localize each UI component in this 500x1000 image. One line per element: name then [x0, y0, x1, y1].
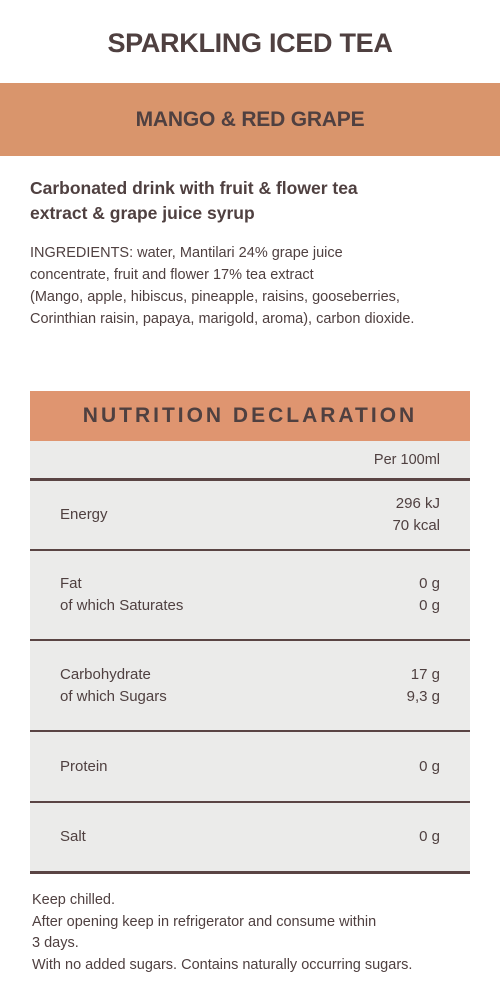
nutrient-value: 0 g	[419, 828, 440, 845]
description-line: extract & grape juice syrup	[30, 203, 255, 223]
nutrient-sublabel: of which Saturates	[60, 597, 184, 614]
ingredients-text	[30, 242, 480, 330]
footer-line: 3 days.	[32, 935, 79, 951]
footer-line: After opening keep in refrigerator and consume within	[32, 913, 377, 930]
nutrition-header	[30, 391, 470, 441]
per-serving-label: Per 100ml	[373, 451, 440, 468]
nutrient-label: Salt	[60, 828, 86, 845]
per-serving-row	[30, 441, 470, 481]
nutrient-subvalue: 0 g	[419, 597, 440, 614]
nutrient-label: Fat	[60, 575, 82, 592]
nutrition-row-fat	[30, 551, 470, 641]
product-description	[30, 176, 470, 226]
nutrition-row-carbohydrate	[30, 641, 470, 732]
nutrition-row-salt	[30, 803, 470, 871]
footer-line: With no added sugars. Contains naturally occurring sugars.	[32, 956, 413, 973]
description-line: Carbonated drink with fruit & flower tea	[30, 178, 358, 198]
nutrient-value: 17 g	[410, 665, 440, 683]
product-title: SPARKLING ICED TEA	[107, 28, 393, 58]
footer-line: Keep chilled.	[32, 892, 116, 908]
storage-notes	[32, 890, 492, 976]
flavor-name: MANGO & RED GRAPE	[135, 107, 365, 131]
nutrient-value: 296 kJ	[395, 495, 440, 512]
flavor-band	[0, 83, 500, 156]
ingredients-line: concentrate, fruit and flower 17% tea extract	[30, 267, 314, 283]
nutrition-row-protein	[30, 732, 470, 803]
nutrition-table	[30, 391, 470, 874]
nutrition-row-energy	[30, 481, 470, 551]
nutrient-sublabel: of which Sugars	[60, 687, 167, 705]
nutrient-value: 70 kcal	[392, 517, 440, 534]
nutrient-value: 0 g	[419, 575, 440, 592]
ingredients-line: INGREDIENTS: water, Mantilari 24% grape juice	[30, 245, 343, 261]
nutrient-label: Carbohydrate	[60, 665, 151, 683]
nutrient-value: 0 g	[419, 757, 440, 775]
nutrient-label: Energy	[60, 506, 108, 523]
nutrient-subvalue: 9,3 g	[406, 687, 440, 705]
nutrient-label: Protein	[60, 757, 108, 775]
ingredients-line: (Mango, apple, hibiscus, pineapple, raisins, gooseberries,	[30, 289, 400, 305]
nutrition-header-label: NUTRITION DECLARATION	[82, 404, 418, 427]
ingredients-line: Corinthian raisin, papaya, marigold, aroma), carbon dioxide.	[30, 311, 415, 327]
